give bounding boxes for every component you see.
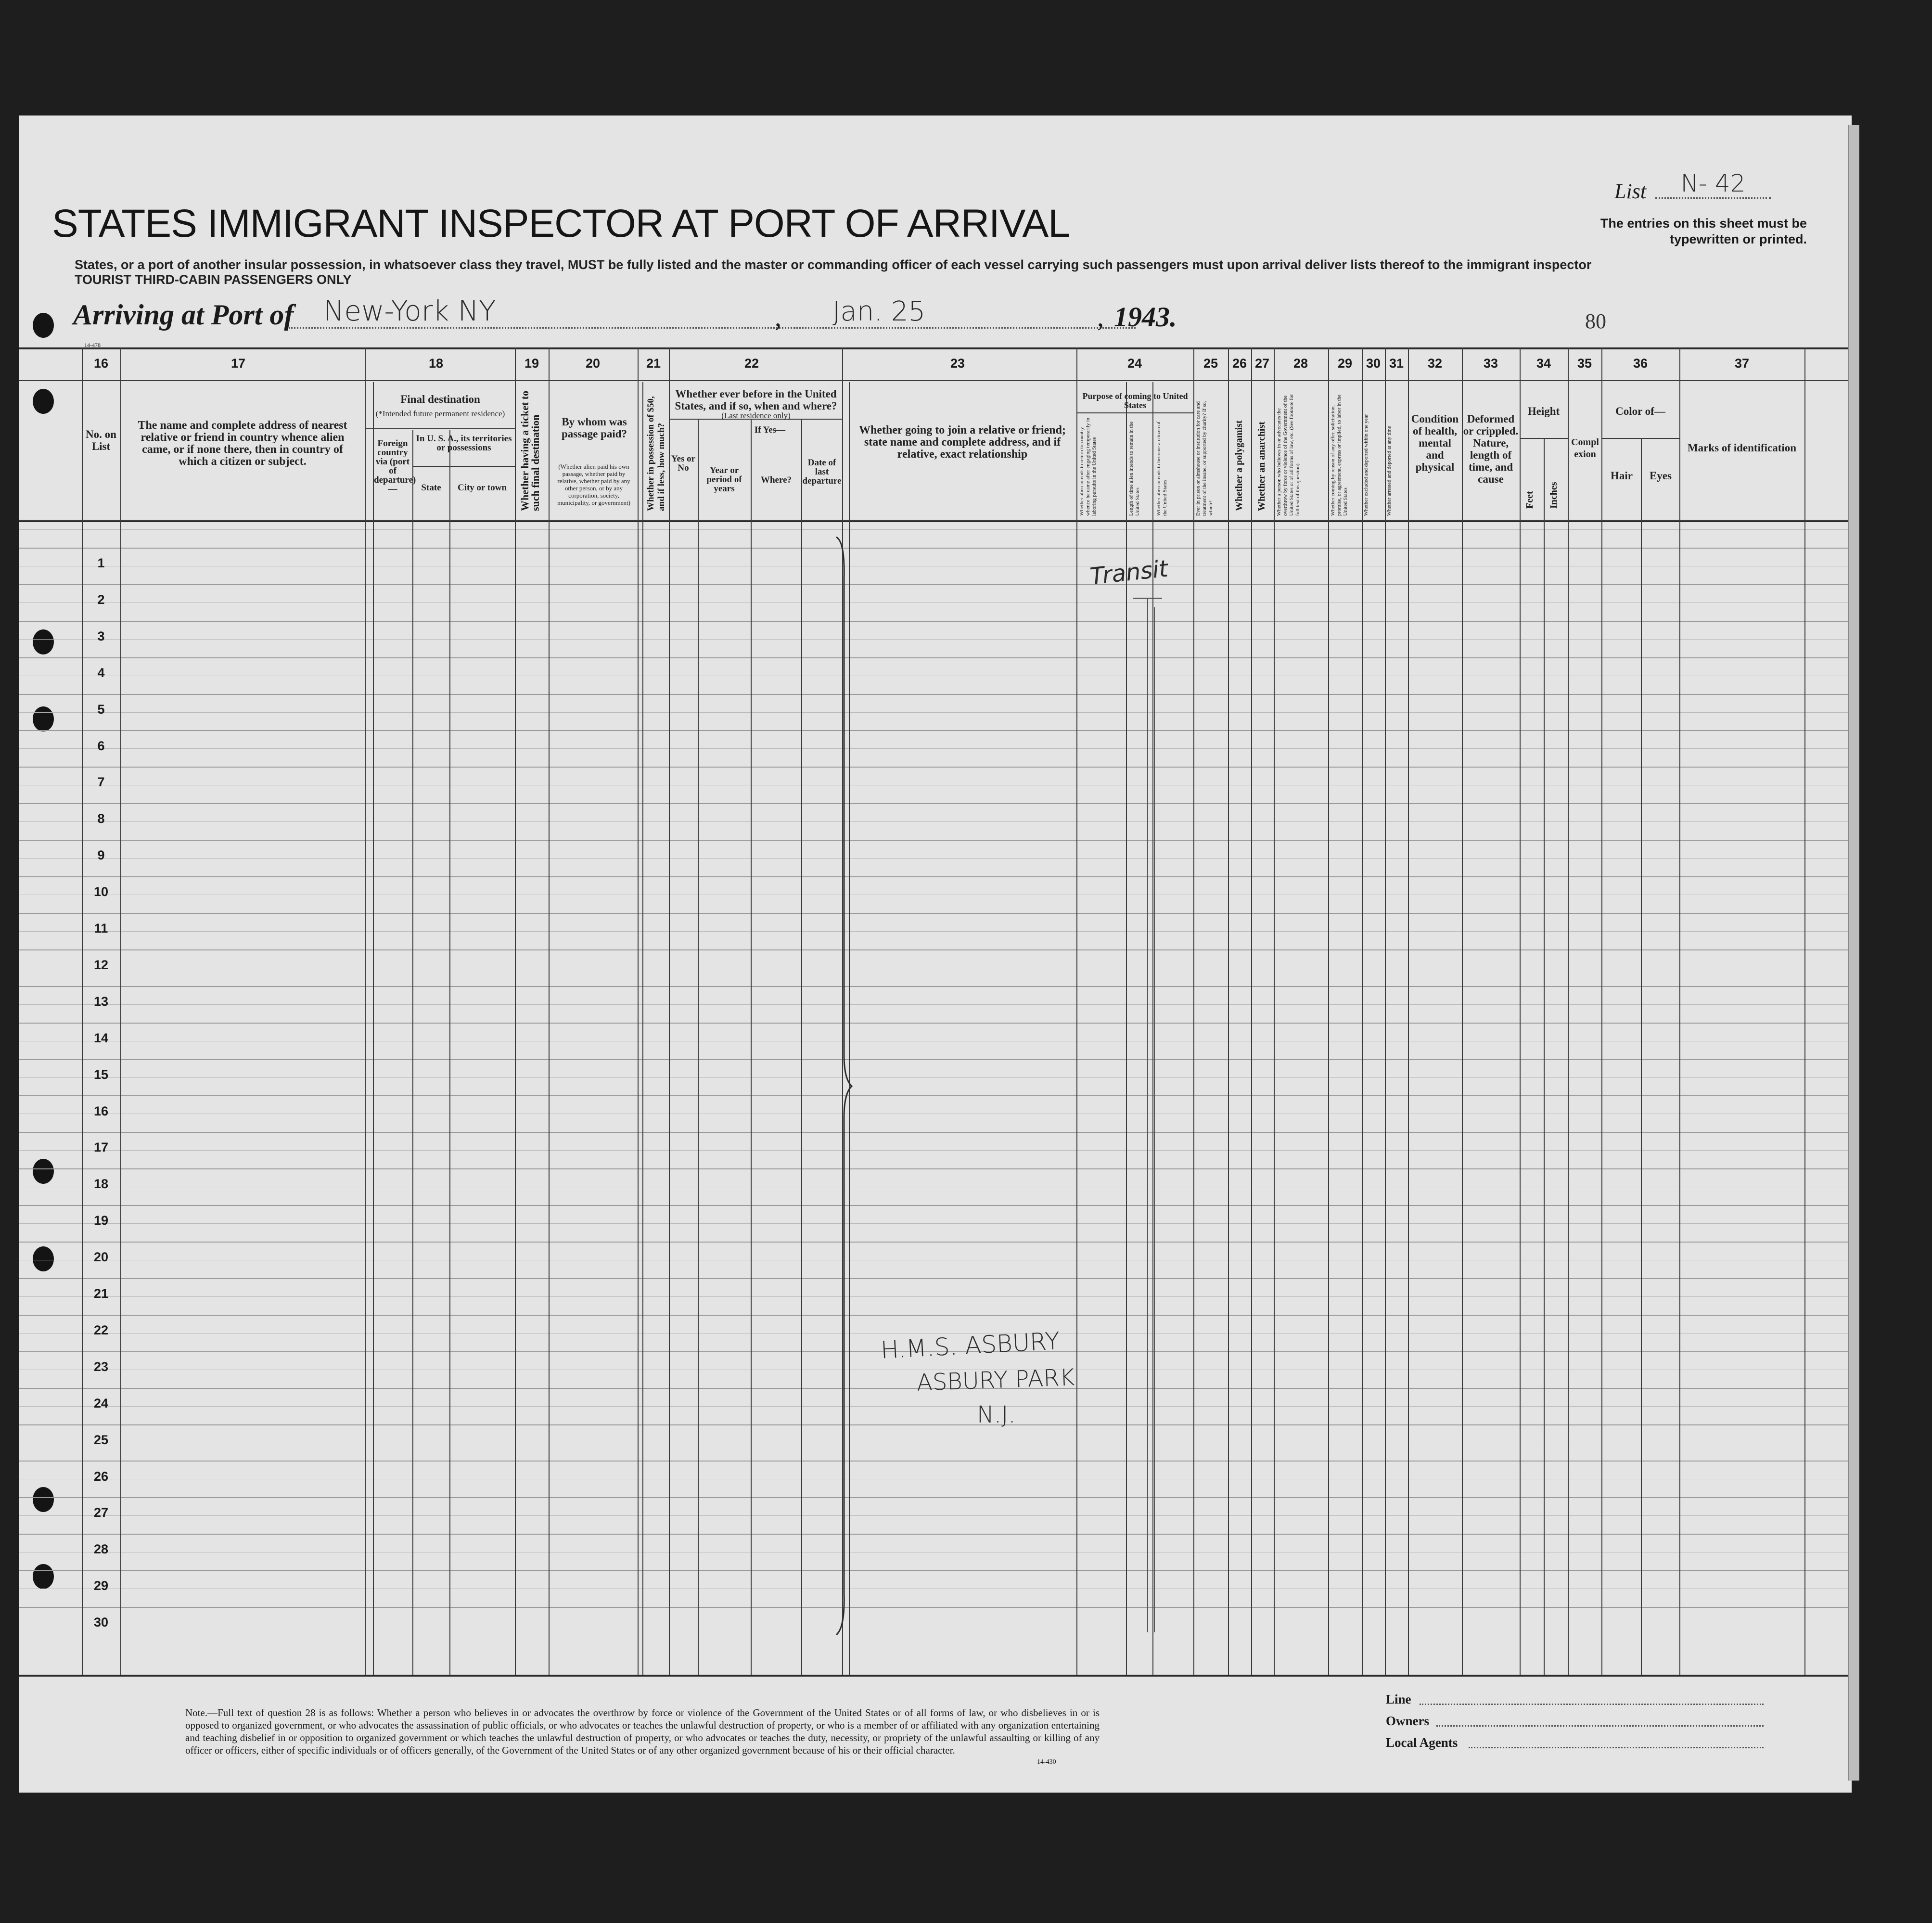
header-excluded: Whether excluded and deported within one year bbox=[1363, 414, 1369, 516]
comma-separator: , bbox=[775, 303, 781, 333]
row-rule bbox=[19, 876, 1848, 877]
header-arrested: Whether arrested and deported at any time bbox=[1386, 426, 1392, 516]
row-number: 25 bbox=[93, 1432, 109, 1447]
arrival-date: Jan. 25 bbox=[794, 296, 1136, 329]
header-color-of: Color of— bbox=[1615, 405, 1665, 417]
row-rule bbox=[19, 1497, 1848, 1498]
row-number: 9 bbox=[97, 848, 105, 863]
colnum-30: 30 bbox=[1366, 356, 1381, 371]
row-rule bbox=[19, 1205, 1848, 1206]
owners-label: Owners bbox=[1386, 1714, 1429, 1728]
col-line bbox=[365, 347, 366, 1675]
sub-divider bbox=[1076, 412, 1193, 413]
row-number: 14 bbox=[93, 1030, 109, 1045]
header-eyes: Eyes bbox=[1650, 470, 1672, 482]
entry-join-line3: N.J. bbox=[977, 1401, 1016, 1428]
row-number: 2 bbox=[97, 592, 105, 607]
header-complexion: Complexion bbox=[1571, 437, 1599, 460]
entry-purpose-transit: Transit bbox=[1088, 555, 1169, 590]
row-number: 11 bbox=[94, 921, 108, 936]
row-rule bbox=[19, 1315, 1848, 1316]
header-purpose: Purpose of coming to United States bbox=[1082, 391, 1188, 410]
row-rule bbox=[19, 1023, 1848, 1024]
sheet-edge bbox=[1848, 125, 1859, 1781]
list-number: N- 42 bbox=[1655, 169, 1771, 199]
col-line bbox=[1601, 347, 1602, 1675]
colnum-21: 21 bbox=[646, 356, 661, 371]
ditto-line bbox=[1147, 598, 1148, 1632]
comma-separator: , bbox=[1097, 303, 1104, 333]
row-rule bbox=[19, 1406, 1848, 1407]
row-rule bbox=[19, 1077, 1848, 1078]
header-overthrow: Whether a person who believes in or advocates the overthrow by force or violence of the Government of the United States or of all forms of law, etc. (See footnote for full text of this question) bbox=[1276, 394, 1301, 516]
passenger-class: TOURIST THIRD-CABIN PASSENGERS ONLY bbox=[75, 272, 352, 287]
row-rule bbox=[19, 529, 1848, 530]
row-rule bbox=[19, 1223, 1848, 1224]
header-purpose-a: Whether alien intends to return to country whence he came after engaging temporarily in laboring pursuits in the United States bbox=[1079, 417, 1097, 516]
row-rule bbox=[19, 1424, 1848, 1425]
col-line bbox=[1462, 347, 1463, 1675]
stamp-number: 80 bbox=[1585, 309, 1606, 333]
row-rule bbox=[19, 1059, 1848, 1060]
row-rule bbox=[19, 767, 1848, 768]
col-line bbox=[82, 347, 83, 1675]
col-line bbox=[373, 382, 374, 1675]
colnum-32: 32 bbox=[1427, 356, 1443, 371]
header-yes-no: Yes or No bbox=[671, 454, 696, 473]
colnum-16: 16 bbox=[93, 356, 109, 371]
colnum-34: 34 bbox=[1536, 356, 1551, 371]
form-subtitle: States, or a port of another insular possession, in whatsoever class they travel, MUST be fully listed and the master or commanding officer of each vessel carrying such passengers must upon arrival deliver lists thereof to the immigrant inspector bbox=[75, 257, 1592, 272]
header-nearest-relative: The name and complete address of nearest relative or friend in country whence alien came, or if none there, then in country of which a citizen or subject. bbox=[138, 419, 347, 468]
colnum-divider bbox=[19, 380, 1848, 381]
colnum-25: 25 bbox=[1203, 356, 1218, 371]
row-number: 4 bbox=[97, 665, 105, 680]
header-anarchist: Whether an anarchist bbox=[1256, 422, 1267, 511]
row-number: 18 bbox=[93, 1177, 109, 1192]
row-rule bbox=[19, 1242, 1848, 1243]
header-last-residence: (Last residence only) bbox=[721, 411, 791, 420]
row-rule bbox=[19, 1570, 1848, 1571]
colnum-27: 27 bbox=[1254, 356, 1270, 371]
col-line bbox=[669, 347, 670, 1675]
header-no-on-list: No. on List bbox=[86, 428, 116, 452]
header-ticket: Whether having a ticket to such final destination bbox=[519, 390, 541, 511]
table-bottom-border bbox=[19, 1675, 1848, 1677]
col-line bbox=[1193, 347, 1194, 1675]
col-line bbox=[1385, 347, 1386, 1675]
colnum-22: 22 bbox=[744, 356, 759, 371]
col-line bbox=[120, 347, 121, 1675]
header-passage-paid: By whom was passage paid? bbox=[561, 416, 627, 440]
header-deformed: Deformed or crippled. Nature, length of time, and cause bbox=[1463, 413, 1519, 485]
row-number: 26 bbox=[93, 1469, 109, 1484]
row-rule bbox=[19, 949, 1848, 950]
manifest-table bbox=[19, 347, 1848, 1680]
colnum-37: 37 bbox=[1734, 356, 1750, 371]
colnum-26: 26 bbox=[1232, 356, 1247, 371]
col-line bbox=[1520, 347, 1521, 1675]
row-rule bbox=[19, 1515, 1848, 1516]
row-number: 7 bbox=[97, 775, 105, 790]
punch-hole bbox=[33, 313, 54, 338]
row-number: 6 bbox=[97, 738, 105, 753]
header-passage-note: (Whether alien paid his own passage, whether paid by relative, whether paid by any other person, or by any corporation, society, municipality, or government) bbox=[557, 463, 630, 506]
col-line bbox=[1328, 347, 1329, 1675]
col-line bbox=[751, 420, 752, 1675]
header-state: State bbox=[421, 483, 441, 493]
row-rule bbox=[19, 1168, 1848, 1169]
line-label: Line bbox=[1386, 1692, 1411, 1706]
row-rule bbox=[19, 1004, 1848, 1005]
colnum-23: 23 bbox=[950, 356, 965, 371]
header-purpose-b: Length of time alien intends to remain in the United States bbox=[1128, 421, 1140, 516]
row-rule bbox=[19, 1095, 1848, 1096]
row-rule bbox=[19, 730, 1848, 731]
header-going-to-join: Whether going to join a relative or friend; state name and complete address, and if relative, exact relationship bbox=[859, 424, 1066, 461]
row-rule bbox=[19, 803, 1848, 804]
row-rule bbox=[19, 1132, 1848, 1133]
port-of-arrival: New-York NY bbox=[289, 295, 809, 329]
col-line bbox=[449, 430, 450, 1675]
colnum-33: 33 bbox=[1483, 356, 1498, 371]
header-bottom-border bbox=[19, 520, 1848, 522]
header-health: Condition of health, mental and physical bbox=[1411, 413, 1459, 473]
colnum-35: 35 bbox=[1577, 356, 1592, 371]
row-number: 1 bbox=[97, 556, 105, 570]
header-if-yes: If Yes— bbox=[754, 425, 786, 435]
col-line bbox=[1274, 347, 1275, 1675]
header-city: City or town bbox=[457, 483, 507, 493]
row-rule bbox=[19, 694, 1848, 695]
row-number: 15 bbox=[93, 1067, 109, 1082]
arrival-year: 1943. bbox=[1114, 301, 1177, 333]
col-line bbox=[1679, 347, 1680, 1675]
sub-divider bbox=[1601, 438, 1679, 439]
header-fifty-dollars: Whether in possession of $50, and if less, how much? bbox=[646, 396, 666, 511]
local-agents-label: Local Agents bbox=[1386, 1735, 1458, 1750]
colnum-36: 36 bbox=[1633, 356, 1648, 371]
col-line bbox=[549, 347, 550, 1675]
col-line bbox=[1804, 347, 1805, 1675]
row-rule bbox=[19, 621, 1848, 622]
row-rule bbox=[19, 548, 1848, 549]
col-line bbox=[1362, 347, 1363, 1675]
colnum-28: 28 bbox=[1293, 356, 1308, 371]
col-line bbox=[412, 430, 413, 1675]
row-rule bbox=[19, 858, 1848, 859]
colnum-17: 17 bbox=[230, 356, 246, 371]
header-polygamist: Whether a polygamist bbox=[1234, 420, 1244, 511]
row-number: 20 bbox=[93, 1250, 109, 1265]
row-rule bbox=[19, 1278, 1848, 1279]
row-rule bbox=[19, 584, 1848, 585]
sub-divider bbox=[1520, 438, 1568, 439]
header-hair: Hair bbox=[1611, 470, 1633, 482]
form-code: 14-478 bbox=[84, 342, 101, 348]
colnum-18: 18 bbox=[428, 356, 444, 371]
row-number: 17 bbox=[93, 1140, 109, 1155]
row-rule bbox=[19, 931, 1848, 932]
col-line bbox=[1568, 347, 1569, 1675]
row-number: 28 bbox=[93, 1542, 109, 1557]
col-line bbox=[1076, 347, 1077, 1675]
colnum-20: 20 bbox=[585, 356, 601, 371]
col-line bbox=[1544, 439, 1545, 1675]
colnum-24: 24 bbox=[1127, 356, 1142, 371]
row-number: 16 bbox=[93, 1103, 109, 1118]
brace-mark bbox=[834, 535, 858, 1637]
header-final-destination-note: (*Intended future permanent residence) bbox=[375, 409, 505, 418]
header-purpose-c: Whether alien intends to become a citizen of the United States bbox=[1156, 421, 1168, 516]
row-number: 8 bbox=[97, 811, 105, 826]
form-title: STATES IMMIGRANT INSPECTOR AT PORT OF ARRIVAL bbox=[52, 202, 1070, 245]
entry-join-line2: ASBURY PARK bbox=[916, 1364, 1075, 1397]
row-rule bbox=[19, 986, 1848, 987]
row-rule bbox=[19, 840, 1848, 841]
colnum-19: 19 bbox=[524, 356, 539, 371]
local-agents-field bbox=[1469, 1747, 1764, 1748]
col-line bbox=[638, 347, 639, 1675]
row-rule bbox=[19, 748, 1848, 749]
header-year-period: Year or period of years bbox=[706, 465, 742, 494]
colnum-29: 29 bbox=[1337, 356, 1353, 371]
row-rule bbox=[19, 1534, 1848, 1535]
row-rule bbox=[19, 712, 1848, 713]
header-final-destination: Final destination bbox=[400, 393, 480, 405]
row-number: 22 bbox=[93, 1322, 109, 1337]
col-line bbox=[1641, 439, 1642, 1675]
row-number: 13 bbox=[93, 994, 109, 1009]
line-field bbox=[1420, 1704, 1764, 1705]
sub-divider bbox=[365, 428, 515, 429]
header-height: Height bbox=[1527, 405, 1560, 417]
header-marks: Marks of identification bbox=[1687, 442, 1797, 454]
col-line bbox=[1228, 347, 1229, 1675]
col-line bbox=[698, 420, 699, 1675]
owners-field bbox=[1436, 1725, 1764, 1727]
col-line bbox=[1251, 347, 1252, 1675]
header-contract-labor: Whether coming by reason of any offer, solicitation, promise, or agreement, express or implied, to labor in the United States bbox=[1330, 394, 1348, 516]
row-number: 23 bbox=[93, 1359, 109, 1374]
row-rule bbox=[19, 1607, 1848, 1608]
row-rule bbox=[19, 821, 1848, 822]
form-number: 14-430 bbox=[1037, 1758, 1056, 1766]
footnote-question-28: Note.—Full text of question 28 is as follows: Whether a person who believes in or advocates the overthrow by force or violence of the Government of the United States or of all forms of law, or who disbelieves in or is opposed to organized government, or who advocates the assassination of public officials, or who advocates or teaches the unlawful destruction of property, or who is a member of or affiliated with any organization entertaining and teaching disbelief in or opposition to organized government or which teaches the unlawful destruction of property, or who advocates or teaches the duty, necessity, or propriety of the unlawful assaulting or killing of any officer or officers, either of specific individuals or of officers generally, of the Government of the United States or of any other organized government because of his or their official character. bbox=[185, 1707, 1100, 1756]
header-ever-before: Whether ever before in the United States, and if so, when and where? bbox=[675, 388, 837, 412]
ditto-line bbox=[1154, 607, 1155, 1632]
row-number: 24 bbox=[93, 1396, 109, 1410]
row-number: 30 bbox=[93, 1615, 109, 1630]
row-rule bbox=[19, 657, 1848, 658]
header-where: Where? bbox=[760, 475, 792, 485]
row-number: 3 bbox=[97, 628, 105, 643]
col-line bbox=[642, 382, 643, 1675]
row-number: 21 bbox=[93, 1286, 109, 1301]
row-number: 10 bbox=[93, 885, 109, 899]
col-line bbox=[1408, 347, 1409, 1675]
row-number: 19 bbox=[93, 1213, 109, 1228]
row-rule bbox=[19, 639, 1848, 640]
header-inches: Inches bbox=[1548, 482, 1559, 509]
list-label: List bbox=[1614, 179, 1647, 203]
header-feet: Feet bbox=[1524, 491, 1535, 509]
header-in-usa: In U. S. A., its territories or possessions bbox=[416, 434, 512, 453]
header-foreign-country: Foreign country via (port of departure)— bbox=[374, 438, 416, 494]
row-number: 29 bbox=[93, 1578, 109, 1593]
row-rule bbox=[19, 1296, 1848, 1297]
header-prison: Ever in prison or almshouse or institution for care and treatment of the insane, or supported by charity? If so, which? bbox=[1195, 401, 1214, 516]
table-top-border bbox=[19, 347, 1848, 349]
col-line bbox=[515, 347, 516, 1675]
entry-join-line1: H.M.S. ASBURY bbox=[880, 1327, 1061, 1364]
row-number: 5 bbox=[97, 702, 105, 717]
sub-divider bbox=[412, 466, 515, 467]
row-number: 27 bbox=[93, 1505, 109, 1520]
row-rule bbox=[19, 913, 1848, 914]
colnum-31: 31 bbox=[1389, 356, 1404, 371]
arriving-label: Arriving at Port of bbox=[73, 299, 294, 331]
row-number: 12 bbox=[93, 957, 109, 972]
typed-note: The entries on this sheet must be typewritten or printed. bbox=[1600, 216, 1807, 246]
col-line bbox=[801, 420, 802, 1675]
header-date-departure: Date of last departure bbox=[802, 458, 842, 486]
row-rule bbox=[19, 1150, 1848, 1151]
